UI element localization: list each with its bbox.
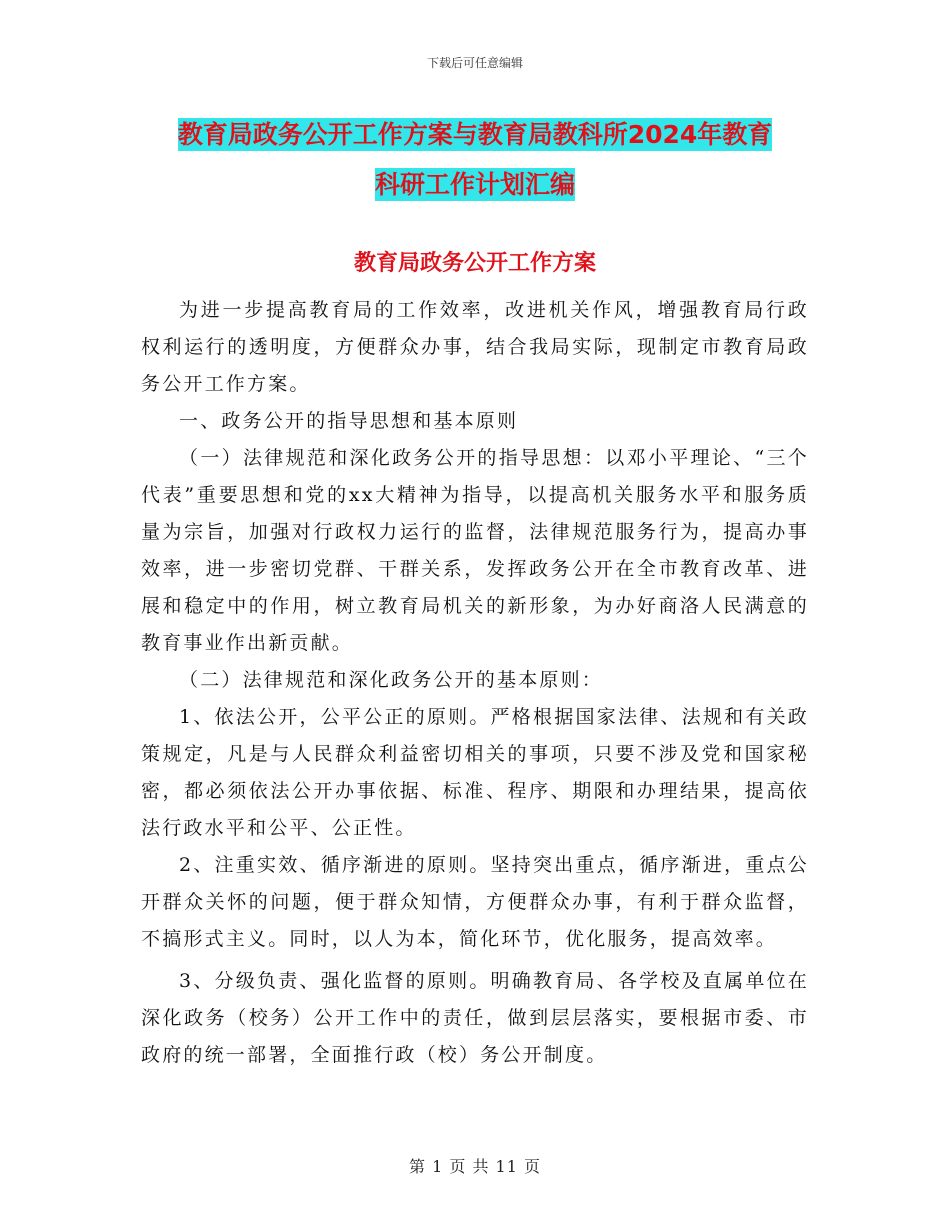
body-text bbox=[141, 292, 809, 1074]
paragraph-principle-2: 2、注重实效、循序渐进的原则。坚持突出重点，循序渐进，重点公开群众关怀的问题，便于群众知情，方便群众办事，有利于群众监督，不搞形式主义。同时，以人为本，简化环节，优化服务，提高效率。 bbox=[141, 854, 809, 950]
paragraph-principle-3: 3、分级负责、强化监督的原则。明确教育局、各学校及直属单位在深化政务（校务）公开工作中的责任，做到层层落实，要根据市委、市政府的统一部署，全面推行政（校）务公开制度。 bbox=[141, 970, 809, 1066]
page-footer: 第 1 页 共 11 页 bbox=[409, 1157, 541, 1176]
section-title: 教育局政务公开工作方案 bbox=[353, 251, 596, 276]
title-line-1: 教育局政务公开工作方案与教育局教科所2024年教育 bbox=[177, 120, 773, 149]
header-note: 下载后可任意编辑 bbox=[426, 56, 523, 70]
paragraph-principle-1: 1、依法公开，公平公正的原则。严格根据国家法律、法规和有关政策规定，凡是与人民群众利益密切相关的事项，只要不涉及党和国家秘密，都必须依法公开办事依据、标准、程序、期限和办理结果，提高依法行政水平和公平、公正性。 bbox=[141, 706, 809, 839]
paragraph-heading-1: 一、政务公开的指导思想和基本原则 bbox=[179, 410, 519, 432]
paragraph-intro: 为进一步提高教育局的工作效率，改进机关作风，增强教育局行政权利运行的透明度，方便群众办事，结合我局实际，现制定市教育局政务公开工作方案。 bbox=[141, 299, 809, 395]
paragraph-principles-heading: （二）法律规范和深化政务公开的基本原则： bbox=[179, 669, 604, 691]
document-title bbox=[0, 110, 950, 210]
title-line-2: 科研工作计划汇编 bbox=[374, 170, 575, 199]
paragraph-guiding-thought: （一）法律规范和深化政务公开的指导思想：以邓小平理论、“三个代表”重要思想和党的xx大精神为指导，以提高机关服务水平和服务质量为宗旨，加强对行政权力运行的监督，法律规范服务行为，提高办事效率，进一步密切党群、干群关系，发挥政务公开在全市教育改革、进展和稳定中的作用，树立教育局机关的新形象，为办好商洛人民满意的教育事业作出新贡献。 bbox=[141, 447, 809, 654]
